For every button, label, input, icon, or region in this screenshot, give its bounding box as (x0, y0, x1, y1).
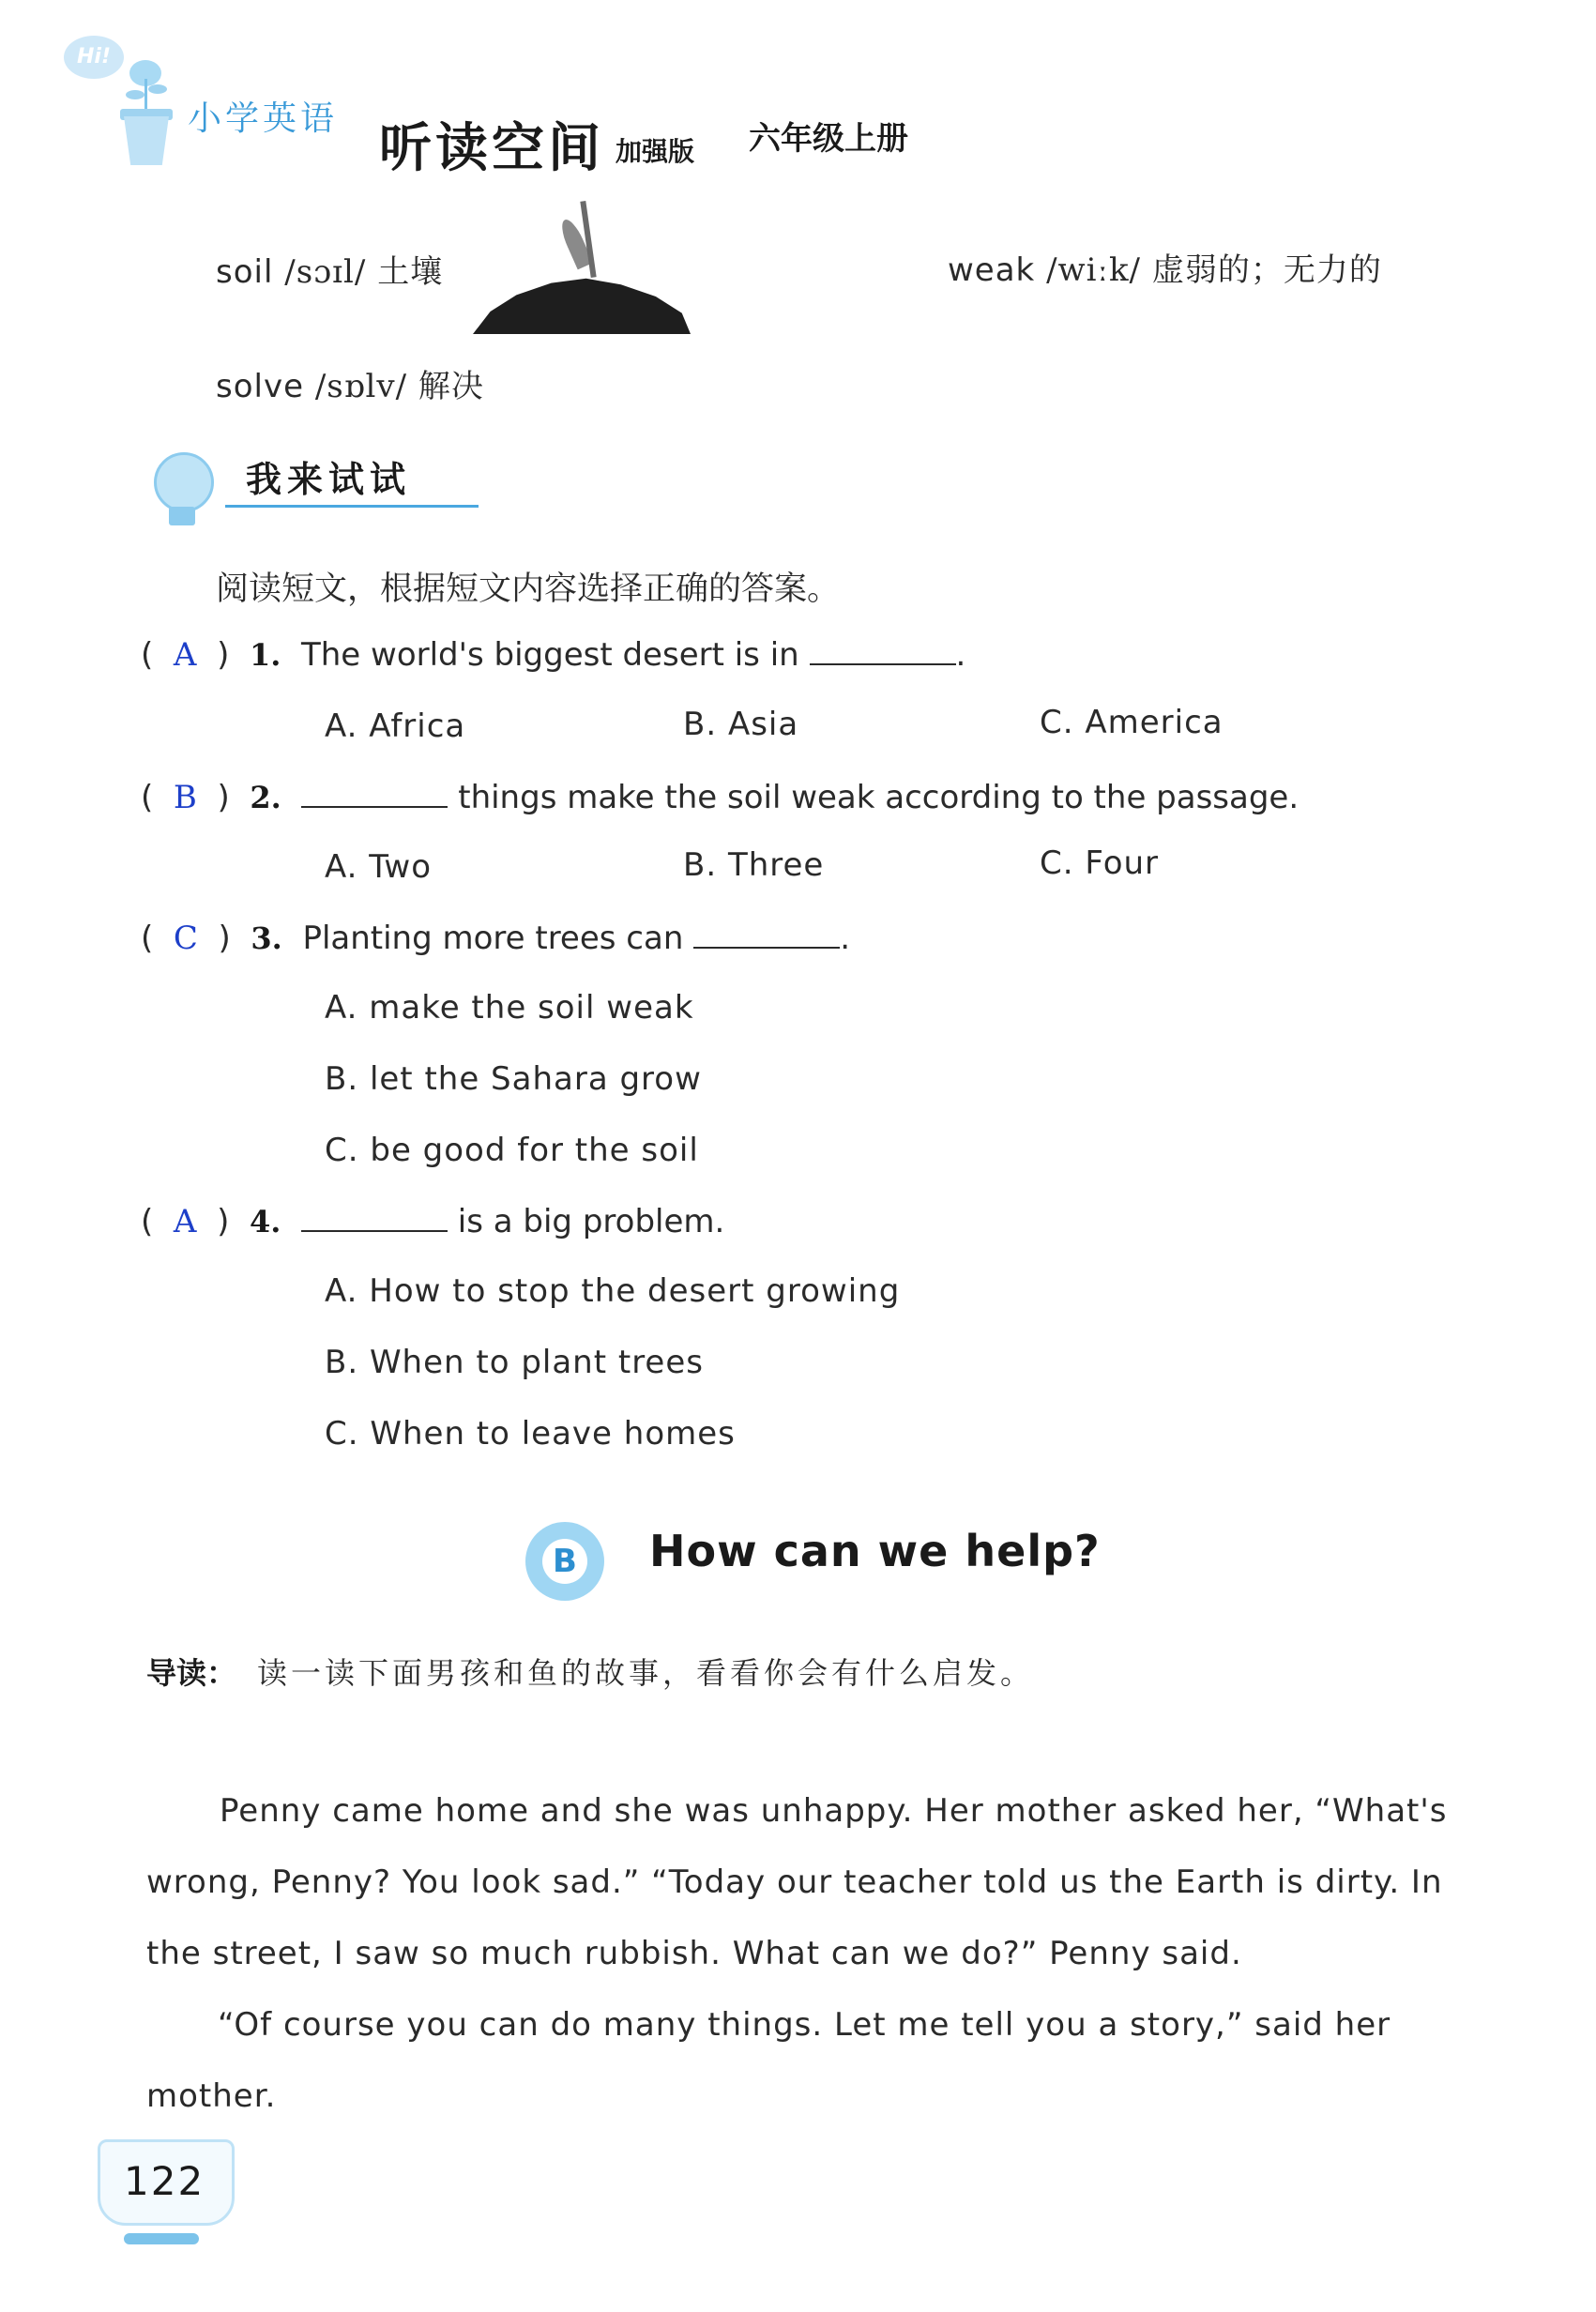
part-b-title: How can we help? (649, 1526, 1101, 1576)
hi-badge-text: Hi! (77, 45, 111, 68)
question-4: ( A ) 4. is a big problem. (141, 1203, 725, 1240)
option: C. When to leave homes (325, 1415, 736, 1453)
hi-badge (64, 36, 124, 79)
option: A. How to stop the desert growing (325, 1272, 901, 1310)
vocab-weak (948, 244, 1382, 290)
section-title: 我来试试 (246, 459, 412, 500)
vocab-meaning: 解决 (418, 368, 484, 405)
passage-line: mother. (146, 2077, 277, 2115)
answer-4: A (173, 1203, 197, 1240)
question-number: 2. (250, 780, 281, 815)
passage-line: “Of course you can do many things. Let me tell you a story,” said her (218, 2006, 1391, 2044)
answer-blank (301, 806, 448, 808)
vocab-word: soil (216, 253, 274, 291)
question-text: The world's biggest desert is in (300, 636, 799, 674)
vocab-meaning: 虚弱的；无力的 (1151, 251, 1382, 289)
guide-label: 导读： (146, 1655, 237, 1691)
vocab-phonetic: /sɔɪl/ (284, 253, 367, 291)
leaf-icon (148, 84, 167, 94)
option: C. be good for the soil (325, 1132, 699, 1169)
question-3: ( C ) 3. Planting more trees can . (141, 920, 850, 957)
answer-2: B (173, 779, 197, 816)
question-text: Planting more trees can (302, 920, 684, 957)
series-name: 小学英语 (188, 99, 339, 138)
vocab-word: solve (216, 368, 305, 405)
vocab-soil (216, 246, 443, 292)
page-number-stand (124, 2233, 199, 2244)
lightbulb-icon (154, 452, 214, 512)
answer-1: A (173, 636, 197, 674)
question-number: 1. (249, 637, 281, 673)
question-1: ( A ) 1. The world's biggest desert is in . (141, 636, 966, 674)
option: A. Two (325, 848, 433, 886)
option: C. America (1040, 704, 1224, 741)
flower-stem (144, 79, 147, 111)
vocab-phonetic: /sɒlv/ (314, 368, 408, 405)
question-2: ( B ) 2. things make the soil weak according to the passage. (141, 779, 1300, 816)
flower-pot-icon (124, 116, 169, 165)
vocab-meaning: 土壤 (377, 253, 444, 291)
question-text-after: . (955, 636, 966, 674)
passage-line: Penny came home and she was unhappy. Her mother asked her, “What's (220, 1792, 1448, 1830)
book-title: 听读空间 (379, 118, 604, 179)
question-text-after: things make the soil weak according to the passage. (458, 779, 1300, 816)
passage-line: wrong, Penny? You look sad.” “Today our teacher told us the Earth is dirty. In (146, 1863, 1443, 1901)
answer-blank (693, 947, 840, 949)
vocab-solve (216, 360, 484, 406)
vocab-word: weak (948, 251, 1036, 289)
edition-tag: 加强版 (616, 136, 695, 167)
lightbulb-base (169, 507, 195, 525)
option: C. Four (1040, 844, 1160, 882)
option: A. Africa (325, 707, 466, 745)
grade-label: 六年级上册 (749, 120, 908, 158)
instruction: 阅读短文，根据短文内容选择正确的答案。 (216, 570, 841, 608)
guide-text: 读一读下面男孩和鱼的故事，看看你会有什么启发。 (257, 1655, 1035, 1691)
option: B. When to plant trees (325, 1344, 704, 1381)
part-b-letter: B (542, 1539, 587, 1584)
soil-illustration (473, 259, 691, 334)
leaf-icon (126, 90, 144, 99)
option: B. let the Sahara grow (325, 1060, 702, 1098)
answer-blank (810, 663, 956, 665)
option: B. Asia (683, 706, 799, 743)
option: B. Three (683, 846, 825, 884)
section-underline (225, 505, 479, 508)
question-number: 3. (251, 920, 282, 956)
question-text-after: is a big problem. (457, 1203, 725, 1240)
vocab-phonetic: /wiːk/ (1046, 251, 1142, 289)
answer-blank (301, 1230, 448, 1232)
question-number: 4. (249, 1204, 281, 1240)
passage-line: the street, I saw so much rubbish. What can we do?” Penny said. (146, 1935, 1242, 1972)
answer-3: C (173, 920, 198, 957)
page-number: 122 (124, 2158, 205, 2204)
question-text-after: . (840, 920, 850, 957)
option: A. make the soil weak (325, 989, 694, 1027)
